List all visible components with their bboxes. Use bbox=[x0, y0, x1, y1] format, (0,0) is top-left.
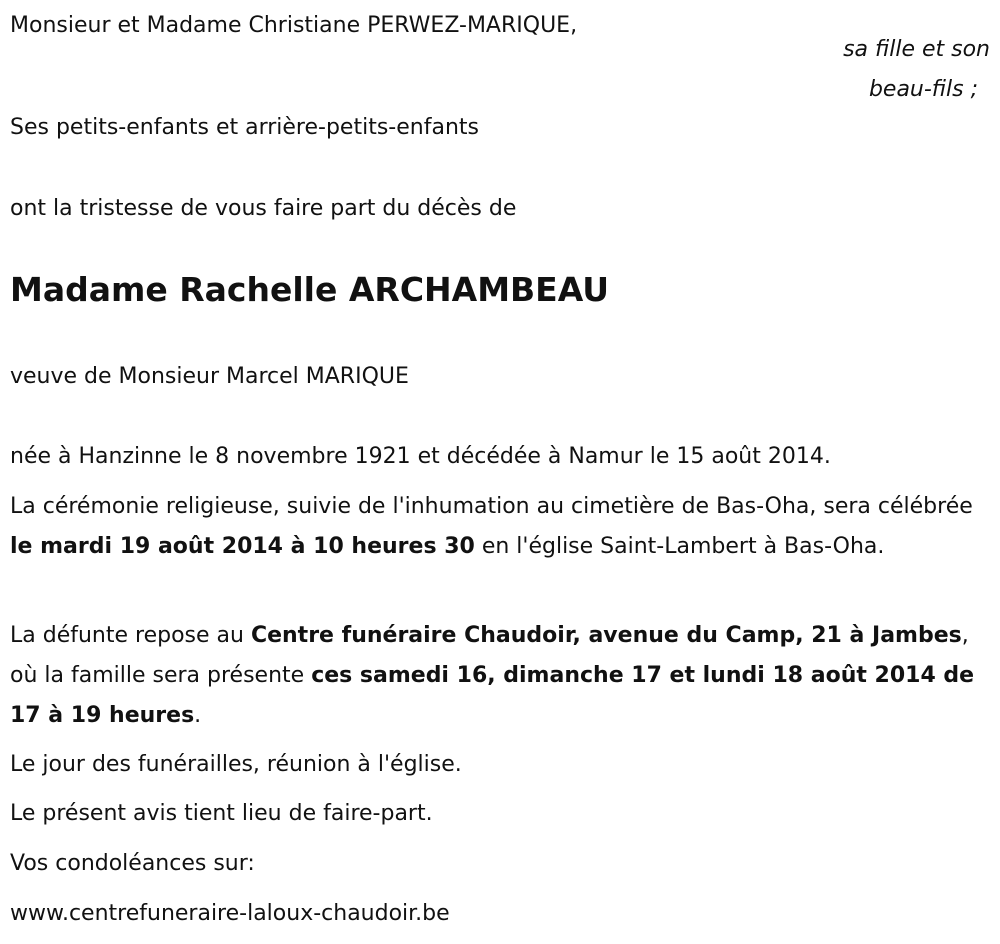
relation-label-line1: sa fille et son bbox=[843, 37, 990, 62]
ceremony-place: en l'église Saint-Lambert à Bas-Oha. bbox=[474, 534, 885, 559]
visitation-end: . bbox=[194, 703, 202, 728]
visitation-paragraph bbox=[10, 616, 990, 736]
condolences-label: Vos condoléances sur: bbox=[10, 851, 255, 876]
ceremony-datetime: le mardi 19 août 2014 à 10 heures 30 bbox=[10, 534, 475, 559]
announcement-text: ont la tristesse de vous faire part du décès de bbox=[10, 196, 517, 221]
birth-death-text: née à Hanzinne le 8 novembre 1921 et décédée à Namur le 15 août 2014. bbox=[10, 444, 831, 469]
funeral-day-text: Le jour des funérailles, réunion à l'église. bbox=[10, 752, 462, 777]
visitation-location: Centre funéraire Chaudoir, avenue du Camp, 21 à Jambes bbox=[250, 623, 962, 648]
family-line-grandchildren: Ses petits-enfants et arrière-petits-enfants bbox=[10, 115, 479, 140]
ceremony-paragraph bbox=[10, 487, 990, 567]
condolences-url: www.centrefuneraire-laloux-chaudoir.be bbox=[10, 901, 450, 926]
ceremony-intro: La cérémonie religieuse, suivie de l'inhumation au cimetière de Bas-Oha, sera célébrée bbox=[10, 494, 973, 519]
relation-label-line2: beau-fils ; bbox=[868, 77, 978, 102]
notice-text: Le présent avis tient lieu de faire-part. bbox=[10, 801, 433, 826]
deceased-name: Madame Rachelle ARCHAMBEAU bbox=[10, 270, 610, 309]
visitation-intro: La défunte repose au bbox=[10, 623, 251, 648]
family-line-children: Monsieur et Madame Christiane PERWEZ-MARIQUE, bbox=[10, 13, 578, 38]
visitation-middle: , où la famille sera présente bbox=[10, 623, 969, 688]
visitation-times: ces samedi 16, dimanche 17 et lundi 18 août 2014 de 17 à 19 heures bbox=[10, 663, 975, 728]
widow-of-text: veuve de Monsieur Marcel MARIQUE bbox=[10, 364, 409, 389]
